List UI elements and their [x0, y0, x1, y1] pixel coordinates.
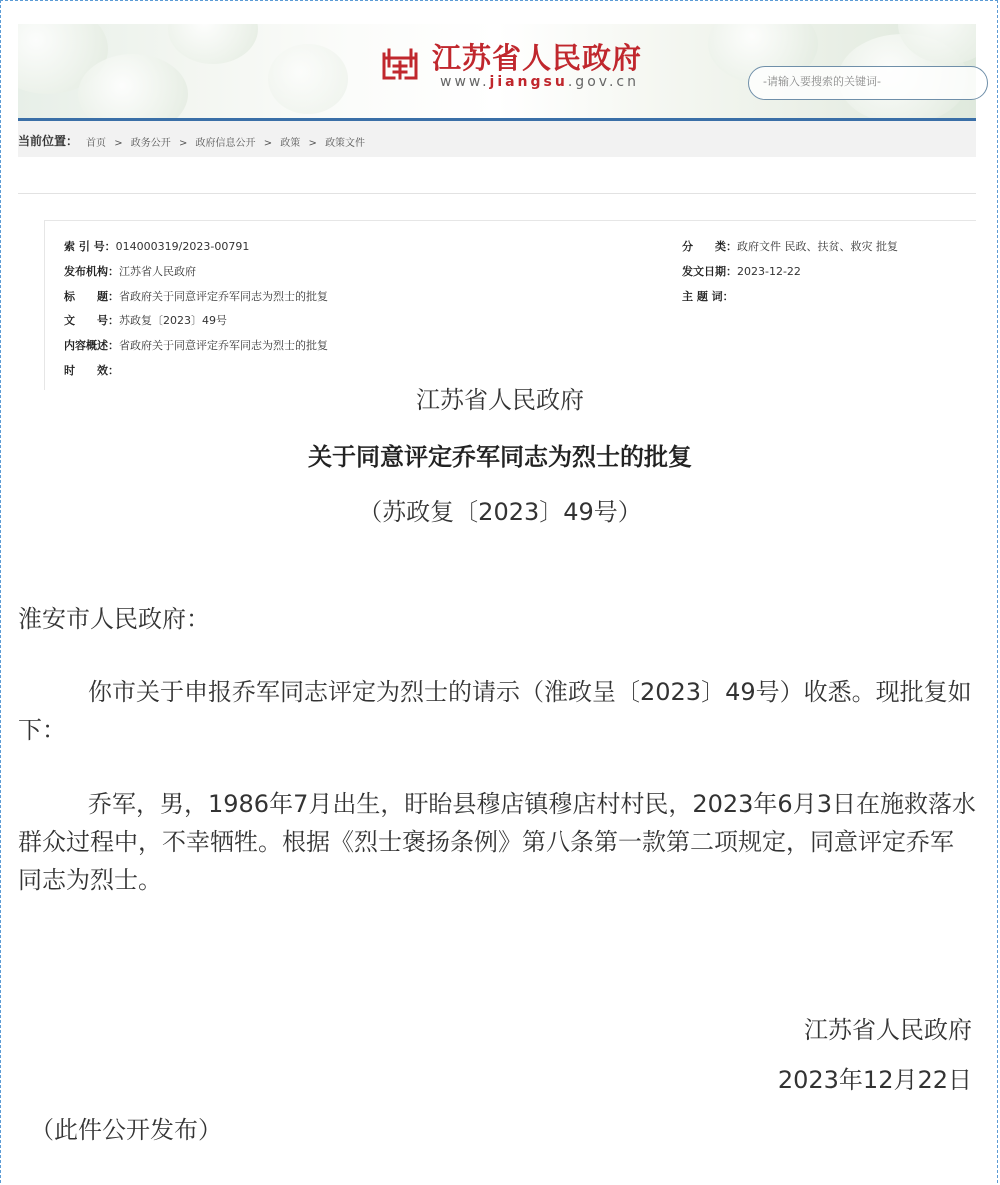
frame-notch	[506, 14, 526, 24]
info-validity: 时 效：	[64, 364, 119, 377]
jiangsu-emblem-icon[interactable]	[380, 44, 420, 84]
breadcrumb-trail	[86, 134, 365, 149]
search-input[interactable]	[763, 75, 963, 88]
doc-publish-note: （此件公开发布）	[30, 1116, 222, 1144]
doc-paragraph: 你市关于申报乔军同志评定为烈士的请示（淮政呈〔2023〕49号）收悉。现批复如下：	[18, 678, 972, 744]
doc-sign-date: 2023年12月22日	[777, 1066, 972, 1094]
breadcrumb-item-gov-affairs[interactable]: 政务公开	[130, 138, 171, 149]
divider	[18, 193, 976, 194]
doc-signature: 江苏省人民政府	[804, 1016, 972, 1044]
breadcrumb-separator: >	[178, 138, 188, 149]
info-date: 发文日期：2023-12-22	[682, 265, 801, 278]
breadcrumb-item-home[interactable]: 首页	[86, 138, 106, 149]
breadcrumb	[18, 121, 976, 157]
site-url[interactable]: www.jiangsu.gov.cn	[440, 74, 639, 90]
breadcrumb-separator: >	[114, 138, 123, 149]
breadcrumb-separator: >	[308, 138, 317, 149]
doc-paragraph: 乔军，男，1986年7月出生，盱眙县穆店镇穆店村村民，2023年6月3日在施救落水群众过程中，不幸牺牲。根据《烈士褒扬条例》第八条第一款第二项规定，同意评定乔军同志为烈士。	[18, 790, 976, 894]
info-publisher: 发布机构：江苏省人民政府	[64, 265, 196, 278]
doc-number: （苏政复〔2023〕49号）	[358, 498, 642, 526]
breadcrumb-item-gov-info[interactable]: 政府信息公开	[195, 138, 256, 149]
doc-title: 关于同意评定乔军同志为烈士的批复	[308, 443, 692, 471]
info-summary: 内容概述：省政府关于同意评定乔军同志为烈士的批复	[64, 339, 328, 352]
info-category: 分 类：政府文件 民政、扶贫、救灾 批复	[682, 240, 898, 253]
info-title: 标 题：省政府关于同意评定乔军同志为烈士的批复	[64, 290, 328, 303]
breadcrumb-item-policy-docs[interactable]: 政策文件	[325, 138, 366, 149]
site-title[interactable]: 江苏省人民政府	[432, 41, 643, 75]
doc-issuer: 江苏省人民政府	[416, 386, 584, 414]
breadcrumb-label: 当前位置：	[18, 134, 79, 148]
doc-addressee: 淮安市人民政府：	[18, 605, 210, 633]
info-doc-no: 文 号：苏政复〔2023〕49号	[64, 314, 227, 327]
breadcrumb-separator: >	[263, 138, 273, 149]
info-index-no: 索 引 号：014000319/2023-00791	[64, 240, 250, 253]
search-box[interactable]	[748, 66, 988, 100]
breadcrumb-item-policy[interactable]: 政策	[280, 138, 301, 149]
info-keywords: 主 题 词：	[682, 290, 734, 303]
